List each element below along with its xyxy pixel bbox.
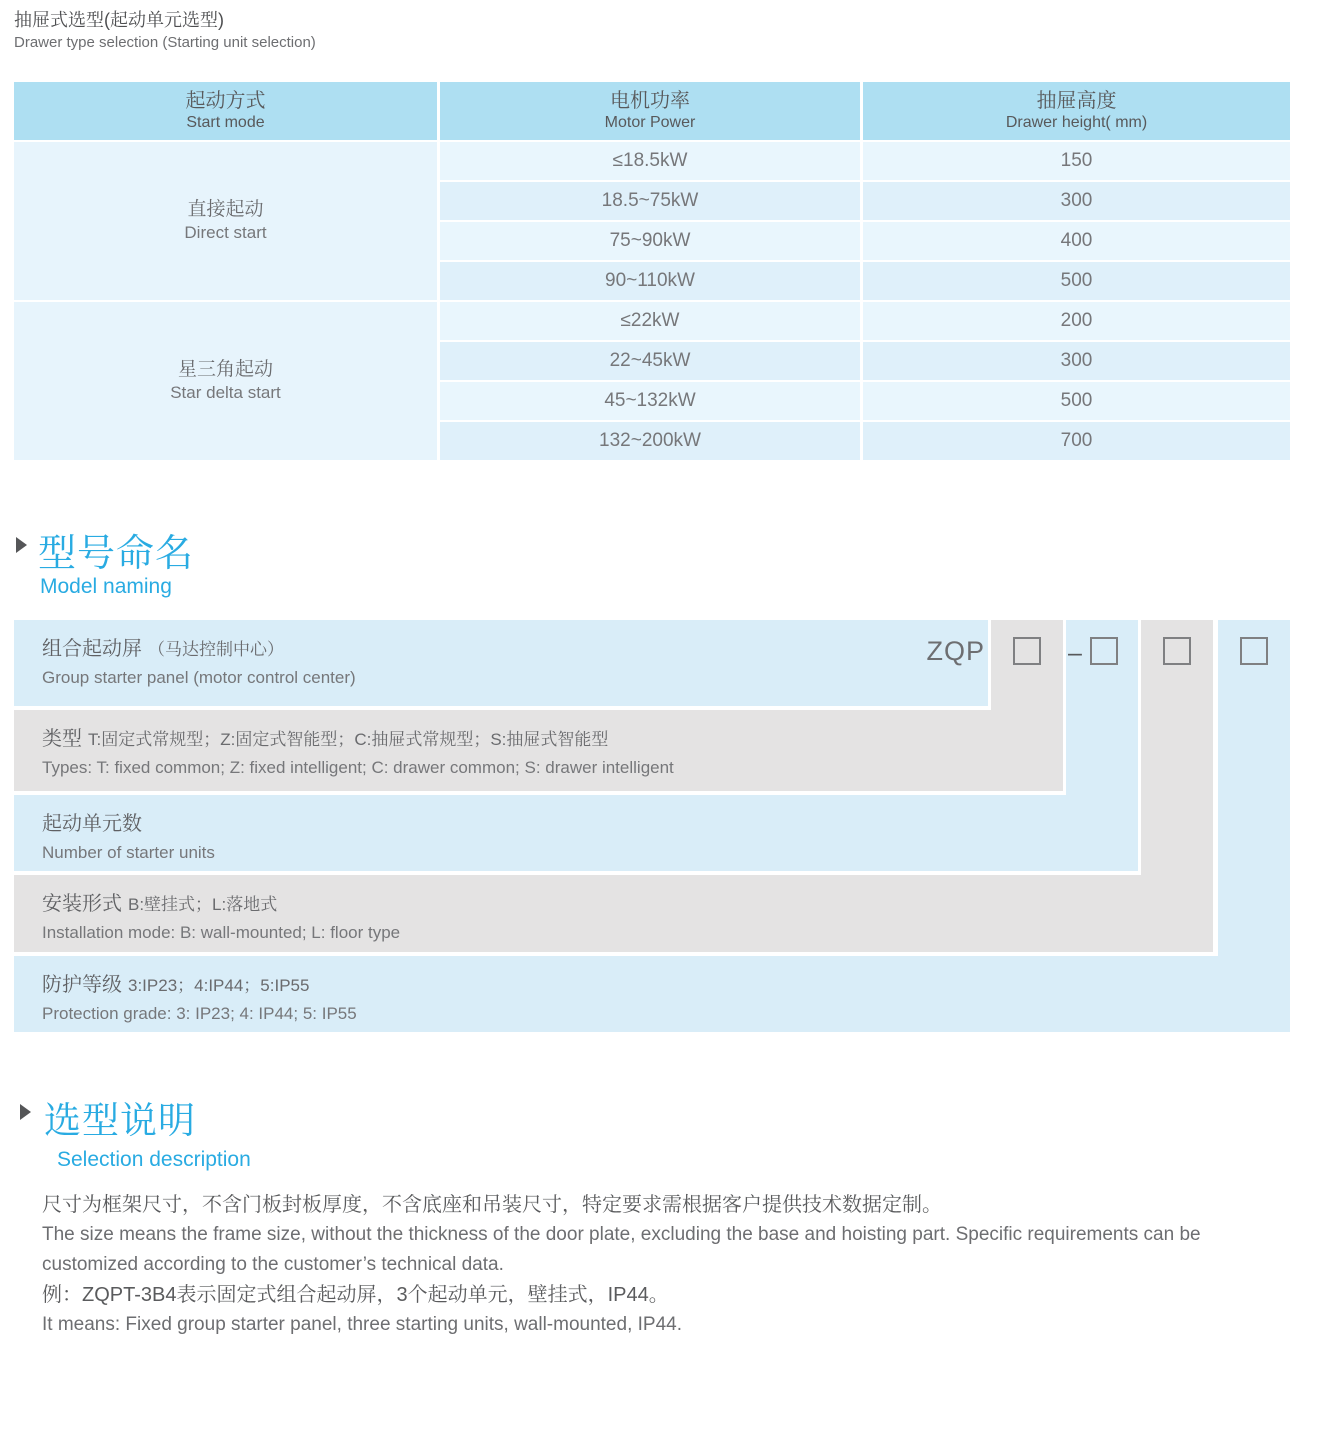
model-naming-title: 型号命名	[38, 533, 195, 575]
start-mode-cell-direct	[14, 142, 437, 300]
model-row-en: Group starter panel (motor control center)	[42, 668, 356, 687]
code-placeholder-box	[1240, 637, 1268, 665]
code-placeholder-box	[1013, 637, 1041, 665]
start-mode-en: Direct start	[184, 223, 267, 243]
column-header-motor-power	[440, 82, 860, 140]
power-cell: 22~45kW	[440, 342, 860, 380]
model-row-group-starter-panel	[14, 620, 988, 706]
description-line-zh: 尺寸为框架尺寸，不含门板封板厚度，不含底座和吊装尺寸，特定要求需根据客户提供技术数据定制。	[42, 1194, 942, 1216]
height-cell: 300	[863, 342, 1290, 380]
model-row-en: Installation mode: B: wall-mounted; L: floor type	[42, 923, 401, 942]
power-cell: ≤18.5kW	[440, 142, 860, 180]
description-line-en: The size means the frame size, without the thickness of the door plate, excluding the base and hoisting part. Specific requirements can be customized according to the customer’s technical data.	[42, 1224, 1201, 1275]
start-mode-en: Star delta start	[170, 383, 281, 403]
section-marker-icon	[16, 537, 27, 553]
code-placeholder-box	[1163, 637, 1191, 665]
column-header-en: Start mode	[186, 114, 265, 132]
model-row-type	[14, 710, 1063, 791]
height-cell: 700	[863, 422, 1290, 460]
power-cell: 75~90kW	[440, 222, 860, 260]
drawer-selection-table	[14, 82, 1290, 460]
height-cell: 300	[863, 182, 1290, 220]
power-cell: 18.5~75kW	[440, 182, 860, 220]
model-row-sub-zh: （马达控制中心）	[148, 640, 284, 659]
height-cell: 400	[863, 222, 1290, 260]
height-cell: 500	[863, 262, 1290, 300]
start-mode-cell-star-delta	[14, 302, 437, 460]
column-header-zh: 抽屉高度	[1036, 90, 1117, 113]
model-row-installation-mode	[14, 875, 1213, 952]
column-header-drawer-height	[863, 82, 1290, 140]
column-header-en: Motor Power	[604, 114, 696, 132]
column-header-zh: 电机功率	[610, 90, 690, 113]
selection-description-subtitle: Selection description	[57, 1148, 251, 1171]
height-cell: 500	[863, 382, 1290, 420]
model-row-en: Number of starter units	[42, 843, 215, 862]
power-cell: 90~110kW	[440, 262, 860, 300]
model-row-term-zh: 防护等级	[42, 974, 122, 996]
model-code-prefix: ZQP	[926, 636, 985, 666]
model-row-sub-zh: T:固定式常规型；Z:固定式智能型；C:抽屉式常规型；S:抽屉式智能型	[88, 730, 609, 749]
start-mode-zh: 直接起动	[187, 198, 264, 220]
start-mode-zh: 星三角起动	[177, 358, 273, 380]
model-row-term-zh: 安装形式	[42, 893, 122, 915]
column-header-start-mode	[14, 82, 437, 140]
example-line-zh: 例：ZQPT-3B4表示固定式组合起动屏，3个起动单元，壁挂式，IP44。	[42, 1284, 669, 1306]
code-placeholder-box	[1090, 637, 1118, 665]
model-row-starter-units	[14, 795, 1138, 871]
example-line-en: It means: Fixed group starter panel, three starting units, wall-mounted, IP44.	[42, 1314, 682, 1335]
height-cell: 150	[863, 142, 1290, 180]
selection-description-title: 选型说明	[44, 1100, 196, 1141]
column-header-en: Drawer height( mm)	[1005, 114, 1148, 132]
selection-description-text	[42, 1190, 1288, 1340]
model-row-sub-zh: 3:IP23；4:IP44；5:IP55	[128, 976, 310, 995]
power-cell: ≤22kW	[440, 302, 860, 340]
table-body	[14, 142, 1290, 460]
power-cell: 45~132kW	[440, 382, 860, 420]
page-subtitle: Drawer type selection (Starting unit selection)	[14, 34, 316, 51]
section-marker-icon	[20, 1104, 31, 1120]
model-row-protection-grade	[14, 956, 1290, 1032]
table-header-row	[14, 82, 1290, 140]
model-naming-subtitle: Model naming	[40, 575, 172, 598]
column-header-zh: 起动方式	[185, 90, 266, 113]
page-title: 抽屉式选型(起动单元选型)	[14, 10, 224, 30]
model-row-term-zh: 类型	[42, 728, 82, 750]
height-cell: 200	[863, 302, 1290, 340]
dash-icon: –	[1068, 639, 1082, 667]
model-row-en: Protection grade: 3: IP23; 4: IP44; 5: IP55	[42, 1004, 357, 1023]
model-row-term-zh: 起动单元数	[42, 813, 142, 835]
model-naming-diagram	[14, 620, 1290, 1032]
model-row-sub-zh: B:壁挂式；L:落地式	[128, 895, 278, 914]
power-cell: 132~200kW	[440, 422, 860, 460]
model-row-en: Types: T: fixed common; Z: fixed intelligent; C: drawer common; S: drawer intelligent	[42, 758, 674, 777]
model-row-term-zh: 组合起动屏	[42, 638, 142, 660]
